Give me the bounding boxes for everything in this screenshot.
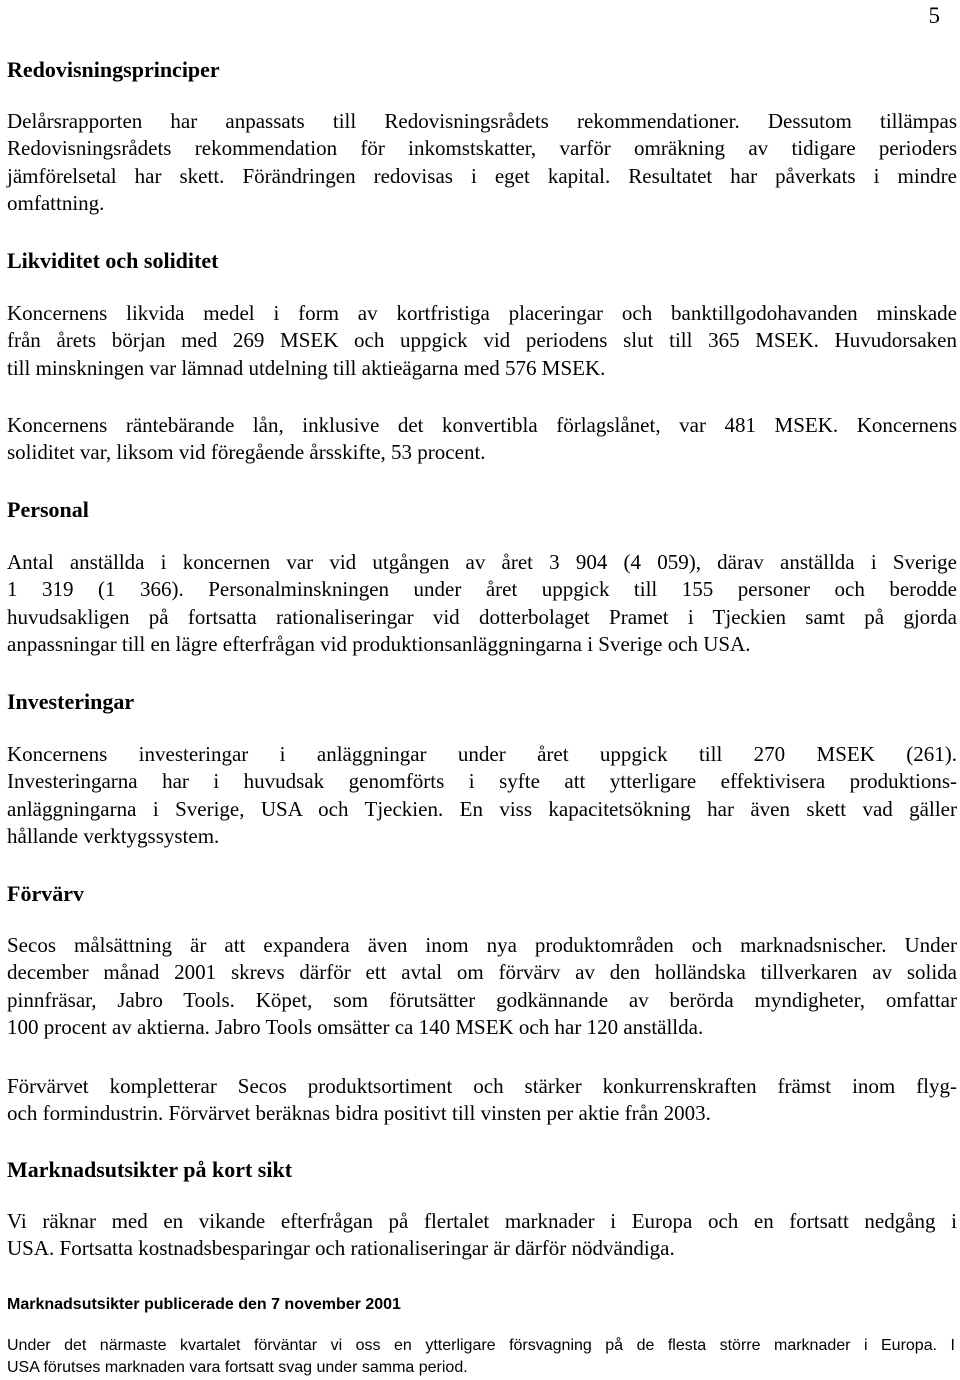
text-line: USA förutses marknaden vara fortsatt svag under samma period. — [7, 1359, 468, 1376]
text-line: och formindustrin. Förvärvet beräknas bidra positivt till vinsten per aktie från 2003. — [7, 1101, 711, 1126]
text-line: Koncernens likvida medel i form av kortfristiga placeringar och banktillgodohavanden minskade — [7, 301, 957, 325]
text-line: jämförelsetal har skett. Förändringen redovisas i eget kapital. Resultatet har påverkats i mindre — [7, 163, 957, 188]
paragraph-personal — [7, 549, 957, 658]
heading-marknadsutsikter-november: Marknadsutsikter publicerade den 7 november 2001 — [7, 1296, 401, 1313]
paragraph-marknadsutsikter-november — [7, 1335, 955, 1379]
text-line: Koncernens räntebärande lån, inklusive det konvertibla förlagslånet, var 481 MSEK. Koncernens — [7, 413, 957, 437]
text-line: från årets början med 269 MSEK och uppgick vid periodens slut till 365 MSEK. Huvudorsaken — [7, 328, 957, 353]
text-line: omfattning. — [7, 190, 105, 215]
text-line: anläggningarna i Sverige, USA och Tjeckien. En viss kapacitetsökning har även skett vad gäller — [7, 796, 957, 821]
paragraph-forvarv-2 — [7, 1073, 957, 1128]
text-line: Antal anställda i koncernen var vid utgången av året 3 904 (4 059), därav anställda i Sverige — [7, 550, 957, 574]
heading-likviditet: Likviditet och soliditet — [7, 248, 219, 273]
text-line: USA. Fortsatta kostnadsbesparingar och rationaliseringar är därför nödvändiga. — [7, 1236, 675, 1261]
paragraph-marknadsutsikter — [7, 1208, 957, 1263]
heading-investeringar: Investeringar — [7, 689, 135, 714]
text-line: Redovisningsrådets rekommendation för inkomstskatter, varför omräkning av tidigare perioders — [7, 136, 957, 161]
paragraph-redovisningsprinciper — [7, 108, 957, 217]
text-line: Delårsrapporten har anpassats till Redovisningsrådets rekommendationer. Dessutom tillämpas — [7, 109, 957, 133]
heading-forvarv: Förvärv — [7, 881, 84, 906]
heading-redovisningsprinciper: Redovisningsprinciper — [7, 57, 220, 82]
text-line: huvudsakligen på fortsatta rationaliseringar vid dotterbolaget Pramet i Tjeckien samt på gjorda — [7, 604, 957, 629]
text-line: Under det närmaste kvartalet förväntar vi oss en ytterligare försvagning på de flesta större marknader i Europa. I — [7, 1337, 955, 1354]
paragraph-likviditet-1 — [7, 300, 957, 382]
text-line: 100 procent av aktierna. Jabro Tools omsätter ca 140 MSEK och har 120 anställda. — [7, 1014, 704, 1039]
heading-marknadsutsikter: Marknadsutsikter på kort sikt — [7, 1157, 293, 1182]
text-line: hållande verktygssystem. — [7, 823, 220, 848]
page-number: 5 — [928, 3, 940, 28]
text-line: Investeringarna har i huvudsak genomförts i syfte att ytterligare effektivisera produktions- — [7, 769, 957, 794]
text-line: 1 319 (1 366). Personalminskningen under året uppgick till 155 personer och berodde — [7, 577, 957, 602]
paragraph-investeringar — [7, 741, 957, 850]
text-line: Förvärvet kompletterar Secos produktsortiment och stärker konkurrenskraften främst inom flyg- — [7, 1074, 957, 1098]
text-line: Vi räknar med en vikande efterfrågan på flertalet marknader i Europa och en fortsatt nedgång i — [7, 1209, 957, 1233]
text-line: soliditet var, liksom vid föregående årsskifte, 53 procent. — [7, 440, 486, 465]
text-line: Secos målsättning är att expandera även inom nya produktområden och marknadsnischer. Under — [7, 933, 957, 957]
text-line: pinnfräsar, Jabro Tools. Köpet, som förutsätter godkännande av berörda myndigheter, omfattar — [7, 987, 957, 1012]
heading-personal: Personal — [7, 497, 89, 522]
text-line: till minskningen var lämnad utdelning till aktieägarna med 576 MSEK. — [7, 355, 606, 380]
text-line: december månad 2001 skrevs därför ett avtal om förvärv av den holländska tillverkaren av solida — [7, 960, 957, 985]
text-line: anpassningar till en lägre efterfrågan vid produktionsanläggningarna i Sverige och USA. — [7, 631, 751, 656]
paragraph-likviditet-2 — [7, 412, 957, 467]
text-line: Koncernens investeringar i anläggningar under året uppgick till 270 MSEK (261). — [7, 742, 957, 766]
paragraph-forvarv-1 — [7, 932, 957, 1041]
